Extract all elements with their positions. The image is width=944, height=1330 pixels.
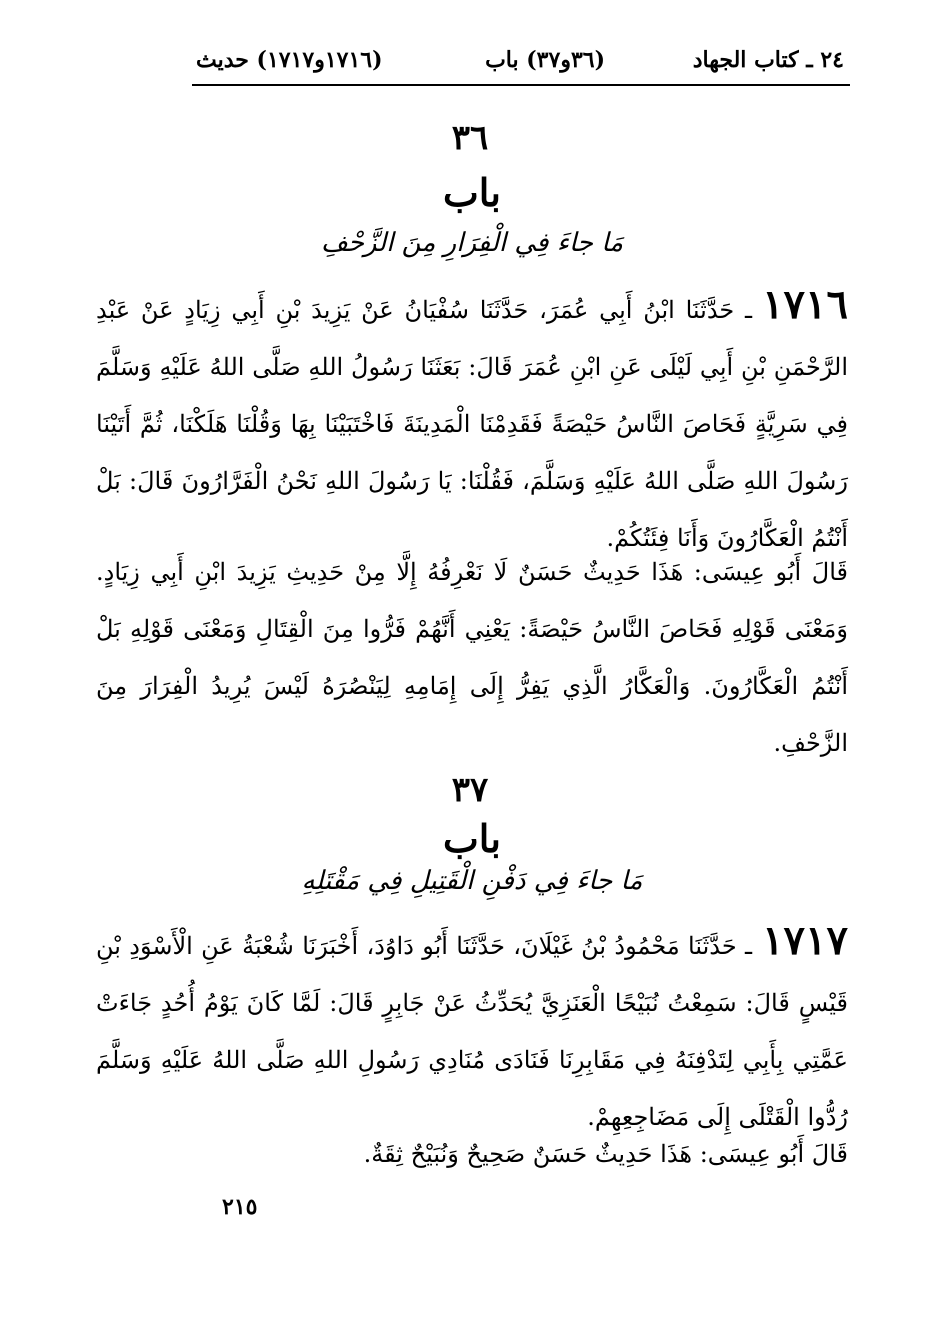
hadith-1717 <box>96 912 848 1146</box>
chapter-36-title: مَا جاءَ فِي الْفِرَارِ مِنَ الزَّحْفِ <box>320 228 624 258</box>
hadith-1717-commentary: قَالَ أَبُو عِيسَى: هَذَا حَدِيثٌ حَسَنٌ صَحِيحٌ وَنُبَيْحٌ ثِقَةٌ. <box>363 1140 848 1168</box>
chapter-37-number: ٣٧ <box>451 770 489 810</box>
hadith-1716 <box>96 276 848 567</box>
running-header <box>192 40 850 86</box>
hadith-1717-text: ـ حَدَّثَنَا مَحْمُودُ بْنُ غَيْلَانَ، حَدَّثَنَا أَبُو دَاوُدَ، أَخْبَرَنَا شُعْبَةُ عَنِ الْأَسْوَدِ بْنِ قَيْسٍ قَالَ: سَمِعْتُ نُبَيْحًا الْعَنَزِيَّ يُحَدِّثُ عَنْ جَابِرٍ قَالَ: لَمَّا كَانَ يَوْمُ أُحُدٍ جَاءَتْ عَمَّتِي بِأَبِي لِتَدْفِنَهُ فِي مَقَابِرِنَا فَنَادَى مُنَادِي رَسُولِ اللهِ صَلَّى اللهُ عَلَيْهِ وَسَلَّمَ رُدُّوا الْقَتْلَى إِلَى مَضَاجِعِهِمْ. <box>96 932 848 1131</box>
chapter-36-number: ٣٦ <box>451 118 489 158</box>
page-number: ٢١٥ <box>222 1194 258 1220</box>
header-book-title: ٢٤ ـ كتاب الجهاد <box>692 47 844 73</box>
hadith-1716-number: ١٧١٦ <box>762 281 848 328</box>
hadith-1717-number: ١٧١٧ <box>762 917 848 964</box>
header-hadith-range: (١٧١٦و١٧١٧) حديث <box>196 47 383 73</box>
chapter-36-bab: باب <box>443 170 501 215</box>
hadith-1716-commentary: قَالَ أَبُو عِيسَى: هَذَا حَدِيثٌ حَسَنٌ لَا نَعْرِفُهُ إِلَّا مِنْ حَدِيثِ يَزِيدَ ابْنِ أَبِي زِيَادٍ. وَمَعْنَى قَوْلِهِ فَحَاصَ النَّاسُ حَيْصَةً: يَعْنِي أَنَّهُمْ فَرُّوا مِنَ الْقِتَالِ وَمَعْنَى قَوْلِهِ بَلْ أَنْتُمُ الْعَكَّارُونَ. وَالْعَكَّارُ الَّذِي يَفِرُّ إِلَى إِمَامِهِ لِيَنْصُرَهُ لَيْسَ يُرِيدُ الْفِرَارَ مِنَ الزَّحْفِ. <box>96 558 848 757</box>
hadith-1716-text: ـ حَدَّثَنَا ابْنُ أَبِي عُمَرَ، حَدَّثَنَا سُفْيَانُ عَنْ يَزِيدَ بْنِ أَبِي زِيَادٍ عَنْ عَبْدِ الرَّحْمَنِ بْنِ أَبِي لَيْلَى عَنِ ابْنِ عُمَرَ قَالَ: بَعَثَنَا رَسُولُ اللهِ صَلَّى اللهُ عَلَيْهِ وَسَلَّمَ فِي سَرِيَّةٍ فَحَاصَ النَّاسُ حَيْصَةً فَقَدِمْنَا الْمَدِينَةَ فَاخْتَبَيْنَا بِهَا وَقُلْنَا هَلَكْنَا، ثُمَّ أَتَيْنَا رَسُولَ اللهِ صَلَّى اللهُ عَلَيْهِ وَسَلَّمَ، فَقُلْنَا: يَا رَسُولَ اللهِ نَحْنُ الْفَرَّارُونَ قَالَ: بَلْ أَنْتُمُ الْعَكَّارُونَ وَأَنَا فِئَتُكُمْ. <box>96 296 848 552</box>
header-chapter-range: (٣٦و٣٧) باب <box>485 47 605 73</box>
chapter-37-title: مَا جاءَ فِي دَفْنِ الْقَتِيلِ فِي مَقْتَلِهِ <box>301 866 643 896</box>
chapter-37-bab: باب <box>443 816 501 861</box>
